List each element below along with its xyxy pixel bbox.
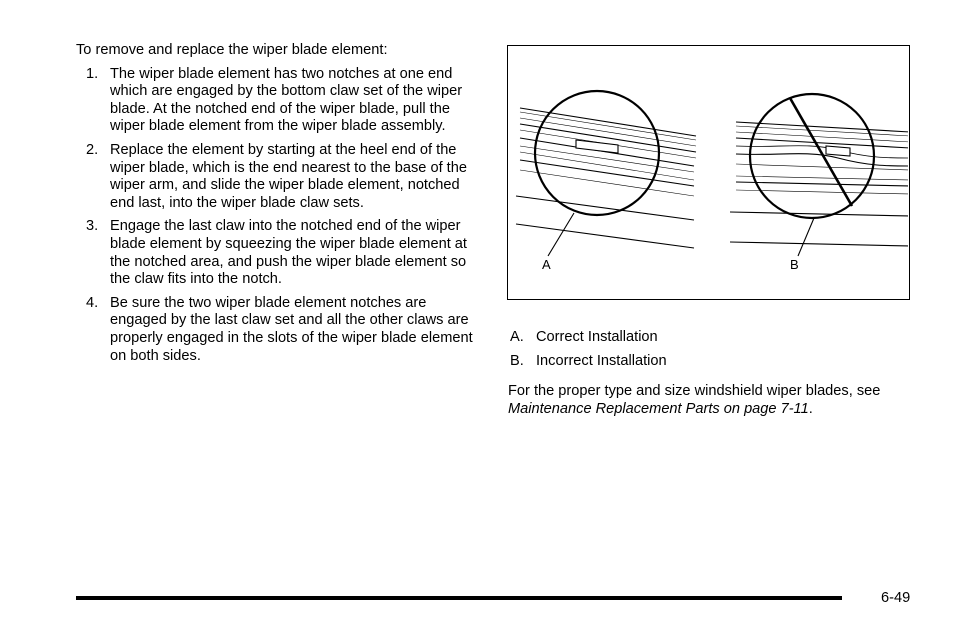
steps-list — [76, 66, 476, 366]
note-end: . — [808, 400, 813, 417]
legend-text: Correct Installation — [536, 329, 658, 345]
legend-item — [510, 353, 910, 371]
step-item — [76, 66, 476, 136]
page-number: 6-49 — [881, 590, 911, 606]
figure-label-a: A — [542, 257, 551, 272]
intro-text: To remove and replace the wiper blade element: — [76, 42, 388, 58]
footer-rule — [76, 596, 842, 600]
legend-item — [510, 329, 910, 347]
figure-legend — [510, 329, 910, 376]
step-item — [76, 142, 476, 212]
step-number: 1. — [86, 65, 99, 82]
step-text: Replace the element by starting at the heel end of the wiper blade, which is the end nearest to the base of the wiper arm, and slide the wiper blade element, notched end last, into the wiper blade claw sets. — [110, 141, 467, 211]
instructions-column — [76, 42, 476, 371]
legend-key: B. — [510, 352, 524, 369]
wiper-illustration-drawing — [508, 46, 908, 298]
step-text: The wiper blade element has two notches at one end which are engaged by the bottom claw set of the wiper blade. At the notched end of the wiper blade, pull the wiper blade element from the wiper blade assembly. — [110, 65, 463, 135]
step-item — [76, 295, 476, 365]
note-reference-link[interactable]: Maintenance Replacement Parts on page 7-11 — [508, 400, 809, 417]
reference-note — [508, 383, 918, 418]
note-text: For the proper type and size windshield wiper blades, see — [508, 383, 881, 399]
step-text: Engage the last claw into the notched end of the wiper blade element by squeezing the wiper blade element at the notched area, and push the wiper blade element so the claw fits into the notch. — [110, 218, 467, 288]
legend-text: Incorrect Installation — [536, 352, 667, 369]
step-text: Be sure the two wiper blade element notches are engaged by the last claw set and all the other claws are properly engaged in the slots of the wiper blade element on both sides. — [110, 294, 473, 364]
step-number: 3. — [86, 218, 99, 235]
step-item — [76, 218, 476, 288]
step-number: 2. — [86, 141, 99, 158]
figure-label-b: B — [790, 257, 799, 272]
legend-key: A. — [510, 329, 524, 345]
step-number: 4. — [86, 294, 99, 311]
wiper-illustration — [507, 45, 910, 300]
